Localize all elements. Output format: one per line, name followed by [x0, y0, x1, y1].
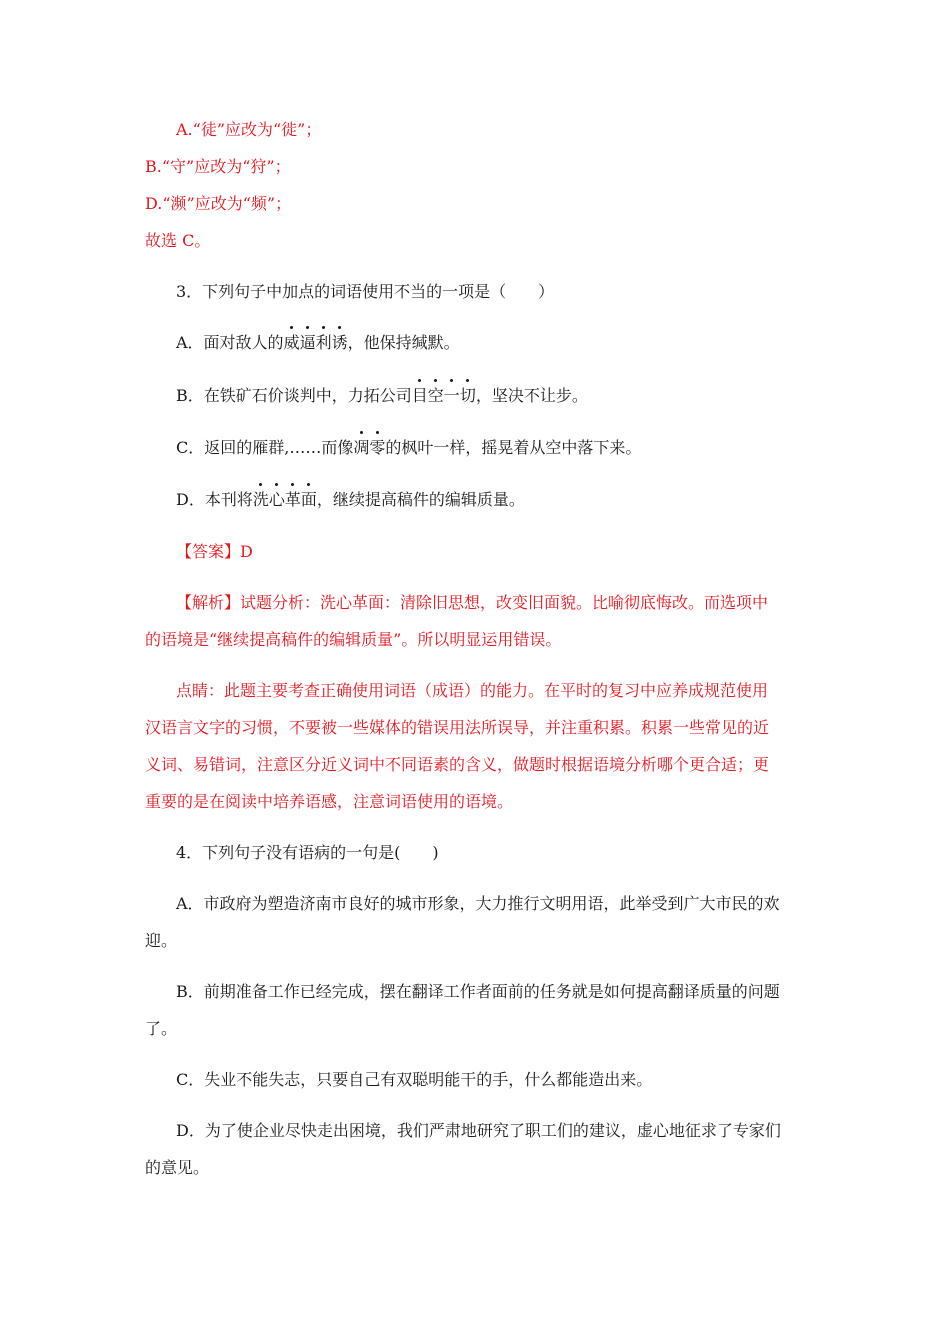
q3-option-c: [176, 438, 641, 458]
q4-option-c: C．失业不能失志，只要自己有双聪明能干的手，什么都能造出来。: [176, 1070, 653, 1089]
q3-c-suffix: 的枫叶一样，摇晃着从空中落下来。: [385, 438, 642, 457]
q3-a-suffix: ，他保持缄默。: [347, 333, 460, 352]
q3-a-dotted-char: 诱: [331, 333, 348, 352]
q3-c-dotted-char: 凋: [353, 438, 370, 457]
q3-answer: [176, 542, 253, 562]
q3-d-dotted-char: 面: [300, 490, 317, 509]
q3-answer-value: D: [240, 542, 253, 561]
q4-option-a-cont: 迎。: [145, 931, 178, 950]
q3-option-d: [176, 490, 525, 510]
q3-d-dotted-char: 洗: [252, 490, 269, 509]
q3-analysis-line: 的语境是“继续提高稿件的编辑质量”。所以明显运用错误。: [145, 630, 562, 649]
q3-analysis-label: 【解析】: [176, 593, 241, 612]
q3-a-dotted-char: 威: [283, 333, 300, 352]
q4-option-b: B．前期准备工作已经完成，摆在翻译工作者面前的任务就是如何提高翻译质量的问题: [176, 982, 780, 1001]
q3-answer-label: 【答案】: [176, 542, 241, 561]
q4-option-b-cont: 了。: [145, 1019, 178, 1038]
q4-option-a: A．市政府为塑造济南市良好的城市形象，大力推行文明用语，此举受到广大市民的欢: [176, 894, 780, 913]
q3-b-dotted-char: 切: [459, 386, 476, 405]
q3-b-dotted-char: 目: [411, 386, 428, 405]
q3-c-dotted-char: 零: [369, 438, 386, 457]
prev-answer-option-d: D.“濒”应改为“频”；: [145, 194, 292, 213]
q3-a-prefix: A．面对敌人的: [176, 333, 284, 352]
q3-option-a: [176, 333, 460, 353]
q3-b-suffix: ，坚决不让步。: [475, 386, 588, 405]
q3-tip-line: 点睛：此题主要考查正确使用词语（成语）的能力。在平时的复习中应养成规范使用: [176, 681, 769, 700]
q3-b-dotted-char: 空: [427, 386, 444, 405]
q4-option-d: D．为了使企业尽快走出困境，我们严肃地研究了职工们的建议，虚心地征求了专家们: [176, 1121, 781, 1140]
q3-option-b: [176, 386, 588, 406]
prev-answer-conclusion: 故选 C。: [145, 231, 211, 250]
q3-analysis-text: 试题分析：洗心革面：清除旧思想，改变旧面貌。比喻彻底悔改。而选项中: [240, 593, 769, 612]
q3-a-dotted-char: 逼: [299, 333, 316, 352]
prev-answer-option-b: B.“守”应改为“狩”；: [145, 157, 291, 176]
q3-d-prefix: D．本刊将: [176, 490, 253, 509]
q3-a-dotted-char: 利: [315, 333, 332, 352]
q3-stem: 3．下列句子中加点的词语使用不当的一项是（ ）: [176, 282, 555, 301]
q3-tip-line: 重要的是在阅读中培养语感，注意词语使用的语境。: [145, 792, 514, 811]
q3-d-dotted-char: 心: [268, 490, 285, 509]
q3-tip-line: 义词、易错词，注意区分近义词中不同语素的含义，做题时根据语境分析哪个更合适；更: [145, 755, 770, 774]
q4-stem: 4．下列句子没有语病的一句是( ): [176, 843, 439, 862]
q3-c-prefix: C．返回的雁群,……而像: [176, 438, 354, 457]
q3-analysis-line: [176, 593, 768, 613]
prev-answer-option-a: A.“徒”应改为“徙”；: [176, 120, 322, 139]
q4-option-d-cont: 的意见。: [145, 1158, 210, 1177]
q3-b-dotted-char: 一: [443, 386, 460, 405]
q3-d-suffix: ，继续提高稿件的编辑质量。: [316, 490, 525, 509]
q3-b-prefix: B．在铁矿石价谈判中，力拓公司: [176, 386, 412, 405]
q3-d-dotted-char: 革: [284, 490, 301, 509]
q3-tip-line: 汉语言文字的习惯，不要被一些媒体的错误用法所误导，并注重积累。积累一些常见的近: [145, 718, 770, 737]
